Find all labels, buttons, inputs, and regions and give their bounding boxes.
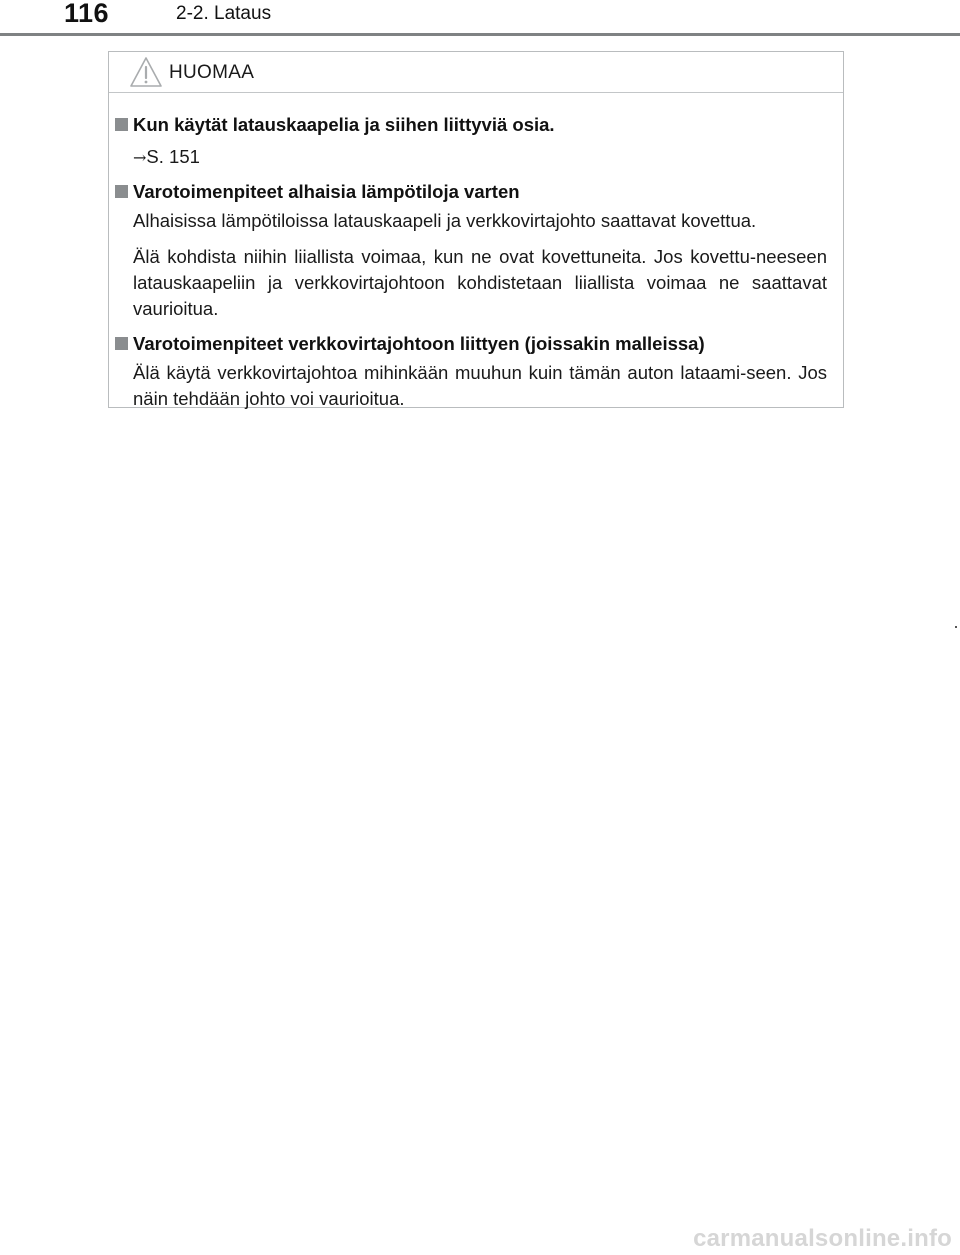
caution-item-heading-text: Kun käytät latauskaapelia ja siihen liittyviä osia.	[133, 114, 555, 135]
caution-item	[109, 332, 827, 412]
page-number: 116	[64, 0, 110, 28]
caution-item-heading	[109, 180, 827, 204]
header-divider	[0, 33, 960, 36]
caution-item-heading-text: Varotoimenpiteet alhaisia lämpötiloja varten	[133, 181, 520, 202]
bullet-square-icon	[115, 337, 128, 350]
warning-triangle-icon	[129, 56, 163, 88]
page-reference-text: S. 151	[146, 146, 200, 167]
caution-item	[109, 180, 827, 322]
page-header	[0, 0, 960, 36]
arrow-right-icon: →	[133, 148, 147, 167]
caution-header	[109, 52, 843, 93]
bullet-square-icon	[115, 118, 128, 131]
caution-body	[109, 93, 843, 412]
caution-item	[109, 113, 827, 171]
page-reference[interactable]	[133, 144, 827, 171]
stray-mark	[955, 626, 957, 628]
caution-item-heading	[109, 332, 827, 356]
caution-box	[108, 51, 844, 408]
caution-title: HUOMAA	[169, 62, 255, 83]
caution-paragraph: Älä käytä verkkovirtajohtoa mihinkään muuhun kuin tämän auton lataami-seen. Jos näin tehdään johto voi vaurioitua.	[133, 362, 827, 409]
section-title: 2-2. Lataus	[176, 3, 272, 24]
caution-paragraph: Älä kohdista niihin liiallista voimaa, kun ne ovat kovettuneita. Jos kovettu-neeseen latauskaapeliin ja verkkovirtajohtoon kohdistetaan liiallista voimaa ne saattavat vaurioitua.	[133, 246, 827, 319]
bullet-square-icon	[115, 185, 128, 198]
caution-item-heading	[109, 113, 827, 137]
caution-paragraph: Alhaisissa lämpötiloissa latauskaapeli ja verkkovirtajohto saattavat kovettua.	[133, 210, 757, 231]
caution-item-heading-text: Varotoimenpiteet verkkovirtajohtoon liittyen (joissakin malleissa)	[133, 333, 705, 354]
watermark: carmanualsonline.info	[693, 1225, 952, 1252]
